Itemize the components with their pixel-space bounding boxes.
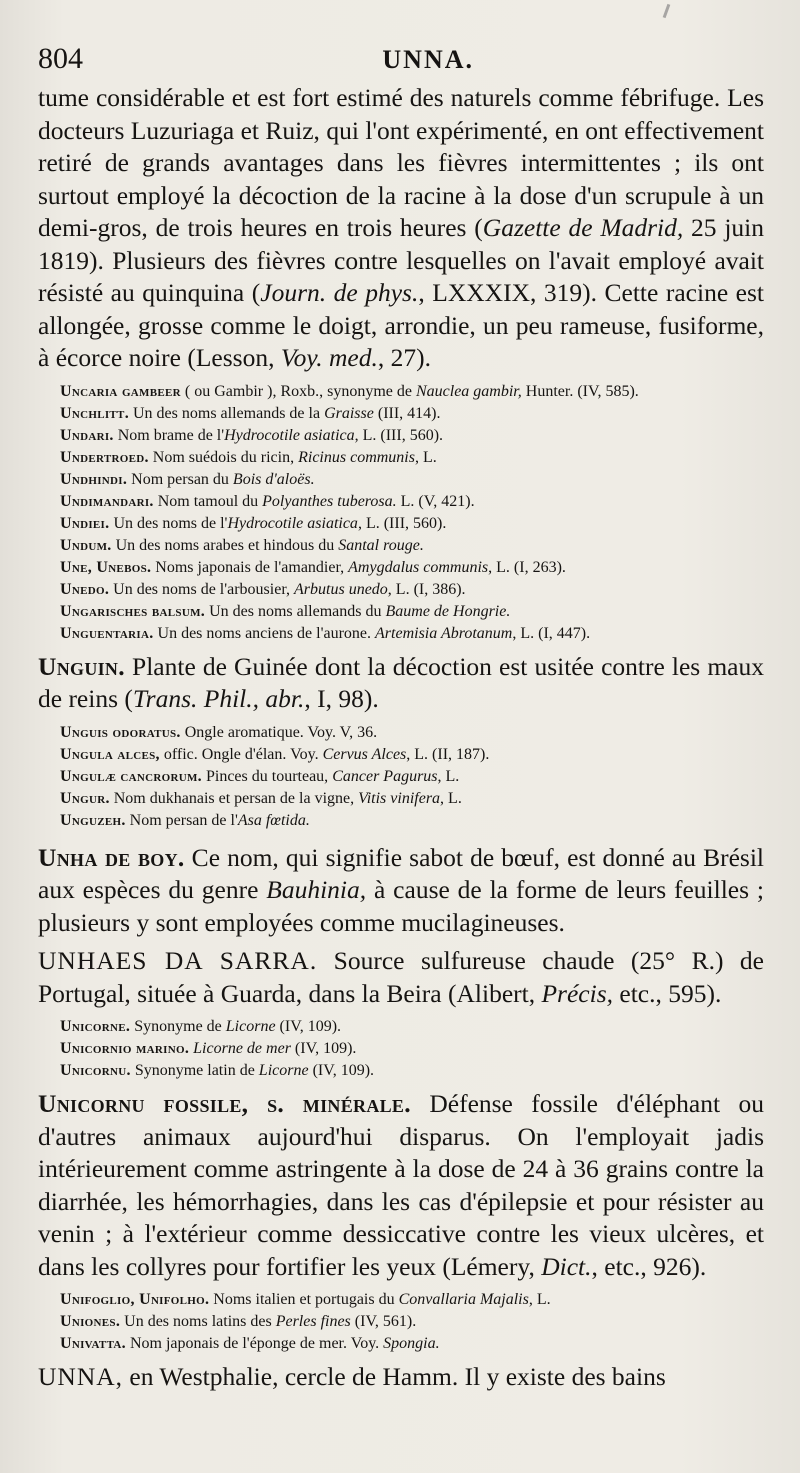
entry-ungula-alces: Ungula alces, offic. Ongle d'élan. Voy. Cervus Alces, L. (II, 187).	[60, 745, 490, 763]
entry-unicornu-fossile: Unicornu fossile, s. minérale. Défense fossile d'éléphant ou d'autres animaux aujourd'hui disparus. On l'employait jadis intérieurement comme astringente à la dose de 24 à 36 grains contre la diarrhée, les hémorrhagies, dans les cas d'épilepsie et pour résister au venin ; à l'extérieur comme dessiccative contre les vieux ulcères, et dans les collyres pour fortifier les yeux (Lémery, Dict., etc., 926).	[38, 1089, 764, 1281]
entry-une: Une, Unebos. Noms japonais de l'amandier, Amygdalus communis, L. (I, 263).	[60, 558, 566, 576]
entry-unguentaria: Unguentaria. Un des noms anciens de l'aurone. Artemisia Abrotanum, L. (I, 447).	[60, 624, 591, 642]
entry-undhindi: Undhindi. Nom persan du Bois d'aloës.	[60, 470, 315, 488]
entry-continuation: tume considérable et est fort estimé des naturels comme fébrifuge. Les docteurs Luzuriaga et Ruiz, qui l'ont expérimenté, en ont effectivement retiré de grands avantages dans les fièvres intermittentes ; ils ont surtout employé la décoction de la racine à la dose d'un scrupule à un demi-gros, de trois heures en trois heures (Gazette de Madrid, 25 juin 1819). Plusieurs des fièvres contre lesquelles on l'avait employé avait résisté au quinquina (Journ. de phys., LXXXIX, 319). Cette racine est allongée, grosse comme le doigt, arrondie, un peu rameuse, fusiforme, à écorce noire (Lesson, Voy. med., 27).	[38, 83, 765, 372]
entry-unicornio-marino: Unicornio marino. Licorne de mer (IV, 109).	[60, 1040, 357, 1057]
entry-unicornu: Unicornu. Synonyme latin de Licorne (IV, 109).	[60, 1062, 375, 1079]
page-header	[38, 42, 764, 82]
entry-undari: Undari. Nom brame de l'Hydrocotile asiatica, L. (III, 560).	[60, 426, 444, 444]
entry-unicorne: Unicorne. Synonyme de Licorne (IV, 109).	[60, 1018, 342, 1035]
entry-undum: Undum. Un des noms arabes et hindous du Santal rouge.	[60, 536, 424, 554]
entry-unchlitt: Unchlitt. Un des noms allemands de la Graisse (III, 414).	[60, 404, 441, 422]
entry-undimandari: Undimandari. Nom tamoul du Polyanthes tuberosa. L. (V, 421).	[60, 492, 475, 510]
entry-undiei: Undiei. Un des noms de l'Hydrocotile asiatica, L. (III, 560).	[60, 514, 447, 532]
entry-unha-de-boy: Unha de boy. Ce nom, qui signifie sabot de bœuf, est donné au Brésil aux espèces du genre Bauhinia, à cause de la forme de leurs feuilles ; plusieurs y sont employées comme mucilagineuses.	[38, 842, 764, 937]
margin-mark	[663, 4, 671, 18]
entry-ungur: Ungur. Nom dukhanais et persan de la vigne, Vitis vinifera, L.	[60, 789, 462, 807]
entry-unifoglio: Unifoglio, Unifolho. Noms italien et portugais du Convallaria Majalis, L.	[60, 1291, 551, 1308]
entry-unguin: Unguin. Plante de Guinée dont la décoction est usitée contre les maux de reins (Trans. Phil., abr., I, 98).	[38, 651, 764, 713]
entry-undertroed: Undertroed. Nom suédois du ricin, Ricinus communis, L.	[60, 448, 437, 466]
entry-univatta: Univatta. Nom japonais de l'éponge de mer. Voy. Spongia.	[60, 1335, 440, 1352]
running-head: UNNA.	[382, 45, 474, 74]
entry-unhaes-da-sarra: UNHAES DA SARRA. Source sulfureuse chaude (25° R.) de Portugal, située à Guarda, dans la Beira (Alibert, Précis, etc., 595).	[38, 946, 764, 1008]
entry-unguzeh: Unguzeh. Nom persan de l'Asa fœtida.	[60, 811, 310, 829]
page-number: 804	[38, 42, 83, 75]
entry-ungarisches-balsum: Ungarisches balsum. Un des noms allemands du Baume de Hongrie.	[60, 602, 511, 620]
entry-ungulae-cancrorum: Ungulæ cancrorum. Pinces du tourteau, Cancer Pagurus, L.	[60, 767, 460, 785]
entry-unguis-odoratus: Unguis odoratus. Ongle aromatique. Voy. V, 36.	[60, 723, 378, 741]
dictionary-body	[38, 82, 764, 1394]
entry-uniones: Uniones. Un des noms latins des Perles fines (IV, 561).	[60, 1313, 417, 1330]
entry-unedo: Unedo. Un des noms de l'arbousier, Arbutus unedo, L. (I, 386).	[60, 580, 466, 598]
entry-unna: UNNA, en Westphalie, cercle de Hamm. Il y existe des bains	[38, 1362, 666, 1391]
entry-uncaria: Uncaria gambeer ( ou Gambir ), Roxb., synonyme de Nauclea gambir, Hunter. (IV, 585).	[60, 382, 639, 400]
